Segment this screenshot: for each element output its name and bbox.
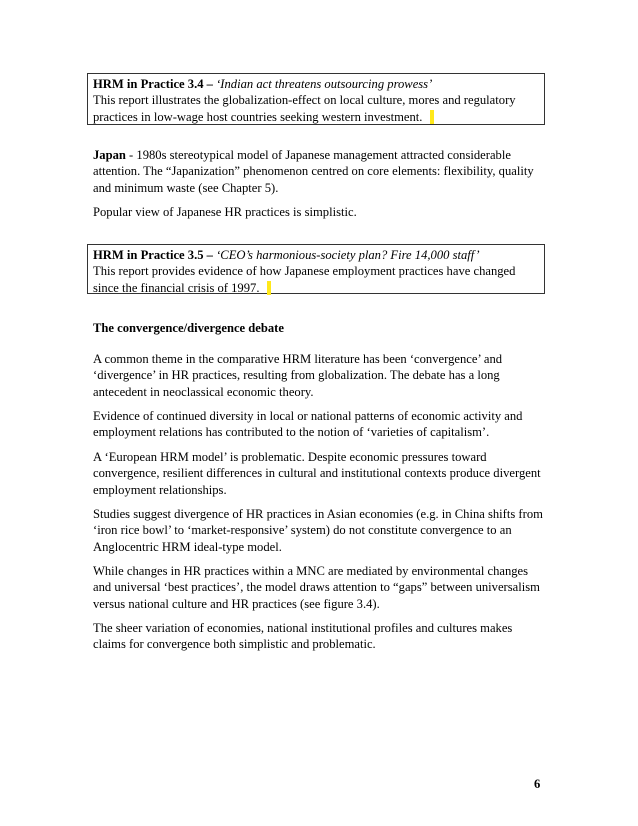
hrm-in-practice-box-3-5 xyxy=(87,244,545,294)
paragraph-2 xyxy=(93,408,545,441)
box-article-title: ‘CEO’s harmonious-society plan? Fire 14,000 staff’ xyxy=(216,248,480,262)
japan-text: - 1980s stereotypical model of Japanese management attracted considerable attention. The “Japanization” phenomenon centred on core elements: flexibility, quality and minimum waste (see Chapter 5). xyxy=(93,148,534,195)
box-body-text: This report illustrates the globalization-effect on local culture, mores and regulatory practices in low-wage host countries seeking western investment. xyxy=(93,93,516,124)
highlight-marker xyxy=(430,110,434,124)
box-dash: – xyxy=(203,248,217,262)
paragraph-text: The sheer variation of economies, national institutional profiles and cultures makes claims for convergence both simplistic and problematic. xyxy=(93,621,513,652)
japan-label: Japan xyxy=(93,148,126,162)
paragraph-text: Studies suggest divergence of HR practices in Asian economies (e.g. in China shifts from ‘iron rice bowl’ to ‘market-responsive’ system) do not constitute convergence to an Anglocentric HRM ideal-type model. xyxy=(93,507,543,554)
box-heading: HRM in Practice 3.4 xyxy=(93,77,204,91)
box-article-title: ‘Indian act threatens outsourcing prowess’ xyxy=(216,77,433,91)
box-title-line xyxy=(93,76,540,92)
section-heading-text: The convergence/divergence debate xyxy=(93,321,284,335)
paragraph-1 xyxy=(93,351,545,400)
hrm-in-practice-box-3-4 xyxy=(87,73,545,125)
page-number: 6 xyxy=(534,777,541,791)
box-dash: – xyxy=(203,77,217,91)
paragraph-text: While changes in HR practices within a MNC are mediated by environmental changes and universal ‘best practices’, the model draws attention to “gaps” between universalism versus national culture and HR practices (see figure 3.4). xyxy=(93,564,540,611)
box-body-text: This report provides evidence of how Japanese employment practices have changed since the financial crisis of 1997. xyxy=(93,264,516,295)
highlight-marker xyxy=(267,281,271,295)
popular-view-paragraph xyxy=(93,204,545,220)
paragraph-6 xyxy=(93,620,545,653)
paragraph-5 xyxy=(93,563,545,612)
paragraph-text: A common theme in the comparative HRM literature has been ‘convergence’ and ‘divergence’ in HR practices, resulting from globalization. The debate has a long antecedent in neoclassical economic theory. xyxy=(93,352,503,399)
box-body xyxy=(93,263,540,296)
box-heading: HRM in Practice 3.5 xyxy=(93,248,204,262)
japan-paragraph xyxy=(93,147,545,196)
box-title-line xyxy=(93,247,540,263)
popular-view-text: Popular view of Japanese HR practices is simplistic. xyxy=(93,205,357,219)
paragraph-4 xyxy=(93,506,545,555)
section-heading xyxy=(93,320,545,336)
box-body xyxy=(93,92,540,125)
paragraph-text: Evidence of continued diversity in local or national patterns of economic activity and employment relations has contributed to the notion of ‘varieties of capitalism’. xyxy=(93,409,523,440)
paragraph-3 xyxy=(93,449,545,498)
paragraph-text: A ‘European HRM model’ is problematic. Despite economic pressures toward convergence, resilient differences in cultural and institutional contexts produce divergent employment relationships. xyxy=(93,450,541,497)
